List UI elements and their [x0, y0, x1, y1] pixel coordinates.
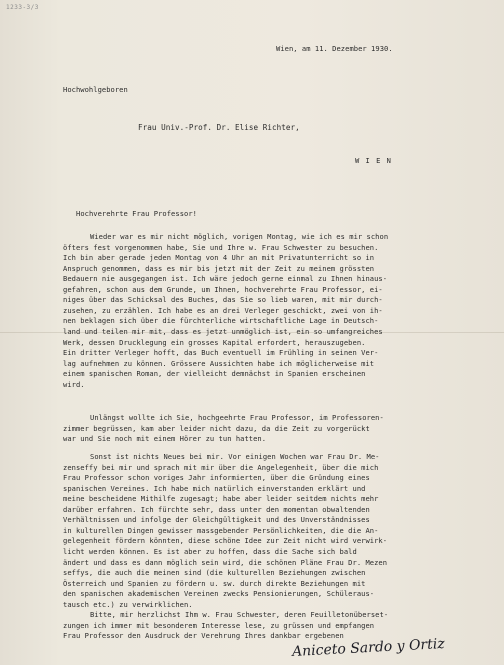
recipient-city: W I E N [355, 156, 392, 165]
paragraph-line: Wieder war es mir nicht möglich, vorigen Montag, wie ich es mir schon [90, 232, 389, 241]
paragraph-line: nen beklagen sich über die fürchterliche wirtschaftliche Lage in Deutsch- [63, 316, 379, 326]
paragraph-line: war und Sie noch mit einem Hörer zu tun hatten. [63, 434, 267, 444]
paragraph-line: in kulturellen Dingen gewisser massgebender Persönlichkeiten, die die An- [63, 525, 379, 535]
paragraph-line: den spanischen akademischen Vereinen zwecks Pensionierungen, Schüleraus- [63, 589, 375, 599]
salutation-header: Hochwohlgeboren [63, 85, 128, 94]
paragraph-line: lag aufnehmen zu können. Grössere Aussichten habe ich möglicherweise mit [63, 358, 375, 368]
paragraph-line: öfters fest vorgenommen habe, Sie und Ihre w. Frau Schwester zu besuchen. [63, 242, 379, 252]
dateline: Wien, am 11. Dezember 1930. [276, 44, 393, 53]
paragraph-line: Unlängst wollte ich Sie, hochgeehrte Frau Professor, im Professoren- [90, 413, 384, 422]
paragraph-line: gefahren, schon aus dem Grunde, um Ihnen, hochverehrte Frau Professor, ei- [63, 284, 383, 294]
greeting: Hochverehrte Frau Professor! [76, 209, 197, 218]
archive-reference: 1233-3/3 [6, 4, 39, 11]
paragraph-line: meine bescheidene Mithilfe zugesagt; habe aber leider seitdem nichts mehr [63, 494, 379, 504]
paragraph-line: zenseffy bei mir und sprach mit mir über die Angelegenheit, über die mich [63, 462, 379, 472]
paragraph-line: zusehen, zu erzählen. Ich habe es an drei Verleger geschickt, zwei von ih- [63, 305, 383, 315]
paragraph-line: zungen ich immer mit besonderem Interesse lese, zu grüssen und empfangen [63, 620, 375, 630]
paragraph-line: tausch etc.) zu verwirklichen. [63, 599, 193, 609]
paragraph-line: Bitte, mir herzlichst Ihm w. Frau Schwester, deren Feuilletonüberset- [90, 610, 389, 619]
paragraph-line: licht werden können. Es ist aber zu hoffen, dass die Sache sich bald [63, 546, 357, 556]
paragraph-line: Österreich und Spanien zu fördern u. sw. durch direkte Beziehungen mit [63, 578, 366, 588]
paragraph-line: gelegenheit fördern könnten, diese schöne Idee zur Zeit nicht wird verwirk- [63, 536, 388, 546]
paragraph-line: niges über das Schicksal des Buches, das Sie so lieb waren, mit mir durch- [63, 295, 383, 305]
handwritten-signature: Aniceto Sardo y Ortiz [291, 636, 446, 660]
paragraph-line: land und teilen mir mit, dass es jetzt unmöglich ist, ein so umfangreiches [63, 326, 383, 336]
paragraph-line: Sonst ist nichts Neues bei mir. Vor einigen Wochen war Frau Dr. Me- [90, 452, 380, 461]
recipient: Frau Univ.-Prof. Dr. Elise Richter, [138, 123, 300, 132]
paragraph-line: seffys, die auch die meinen sind (die kulturellen Beziehungen zwischen [63, 568, 366, 578]
paragraph-line: wird. [63, 379, 85, 389]
paragraph-line: Ich bin aber gerade jeden Montag von 4 Uhr an mit Privatunterricht so in [63, 253, 375, 263]
paragraph-line: Ein dritter Verleger hofft, das Buch eventuell im Frühling in seinen Ver- [63, 348, 379, 358]
paragraph-line: Werk, dessen Drucklegung ein grosses Kapital erfordert, herauszugeben. [63, 337, 366, 347]
paragraph-line: Frau Professor den Ausdruck der Verehrung Ihres dankbar ergebenen [63, 631, 344, 641]
paragraph-line: ändert und dass es dann möglich sein wird, die schönen Pläne Frau Dr. Mezen [63, 557, 388, 567]
paragraph-line: Bedauern nie ausgegangen ist. Ich wäre jedoch gerne einmal zu Ihnen hinaus- [63, 274, 388, 284]
paragraph-line: einem spanischen Roman, der vielleicht demnächst in Spanien erscheinen [63, 369, 366, 379]
paragraph-line: spanischen Vereines. Ich habe mich natürlich einverstanden erklärt und [63, 483, 366, 493]
paragraph-line: Frau Professor schon voriges Jahr informierten, über die Gründung eines [63, 473, 370, 483]
paragraph-line: darüber erfahren. Ich fürchte sehr, dass unter den momentan obwaltenden [63, 504, 370, 514]
paragraph-line: Verhältnissen und infolge der Gleichgültigkeit und des Unverständnisses [63, 515, 370, 525]
paragraph-line: Anspruch genommen, dass es mir bis jetzt mit der Zeit zu meinem grössten [63, 263, 375, 273]
paragraph-line: zimmer begrüssen, kam aber leider nicht dazu, da die Zeit zu vorgerückt [63, 423, 370, 433]
